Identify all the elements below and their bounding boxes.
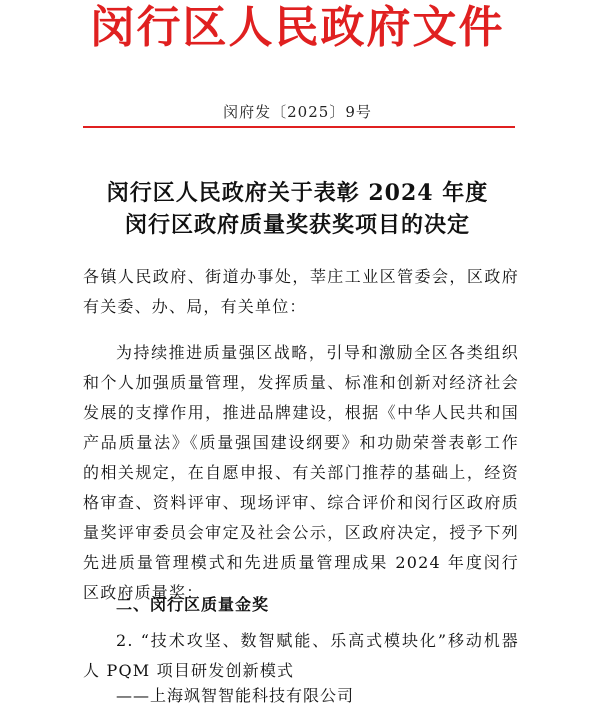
document-title-line-1: 闵行区人民政府关于表彰 2024 年度 bbox=[106, 180, 489, 206]
red-divider-line bbox=[83, 126, 515, 128]
section-heading: 二、闵行区质量金奖 bbox=[116, 595, 270, 614]
document-title-line-2: 闵行区政府质量奖获奖项目的决定 bbox=[124, 212, 470, 238]
award-company: ——上海飒智智能科技有限公司 bbox=[116, 686, 355, 705]
document-number: 闵府发〔2025〕9号 bbox=[223, 103, 372, 121]
award-item: 2. “技术攻坚、数智赋能、乐高式模块化”移动机器人 PQM 项目研发创新模式 bbox=[83, 631, 519, 680]
document-header-title: 闵行区人民政府文件 bbox=[90, 2, 505, 53]
addressee-paragraph: 各镇人民政府、街道办事处，莘庄工业区管委会，区政府有关委、办、局，有关单位： bbox=[83, 267, 519, 316]
body-paragraph: 为持续推进质量强区战略，引导和激励全区各类组织和个人加强质量管理，发挥质量、标准和创新对经济社会发展的支撑作用，推进品牌建设，根据《中华人民共和国产品质量法》《质量强国建设纲要》和功勋荣誉表彰工作的相关规定，在自愿申报、有关部门推荐的基础上，经资格审查、资料评审、现场评审、综合评价和闵行区政府质量奖评审委员会审定及社会公示，区政府决定，授予下列先进质量管理模式和先进质量管理成果 2024 年度闵行区政府质量奖： bbox=[83, 343, 519, 602]
